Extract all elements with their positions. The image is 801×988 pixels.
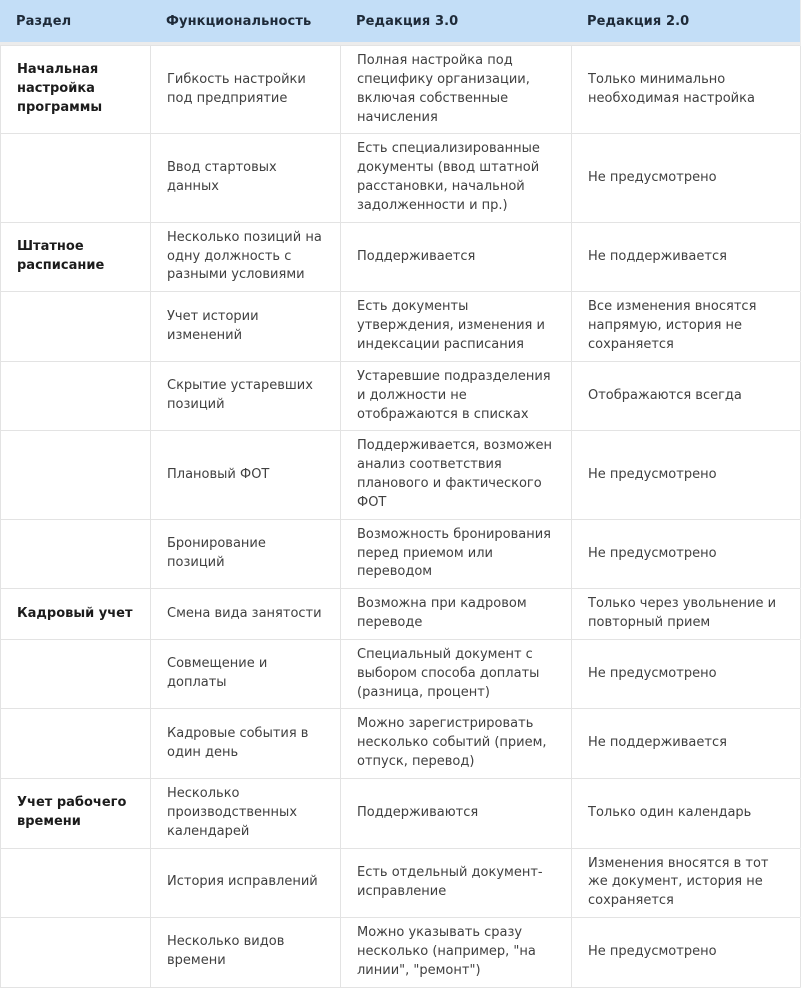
feature-cell: Смена вида занятости xyxy=(151,589,341,639)
edition3-cell: Специальный документ с выбором способа доплаты (разница, процент) xyxy=(341,640,572,709)
edition3-cell: Есть отдельный документ-исправление xyxy=(341,849,572,918)
section-cell xyxy=(1,134,151,221)
feature-cell: Несколько производственных календарей xyxy=(151,779,341,848)
edition3-cell: Поддерживается xyxy=(341,223,572,292)
edition2-cell: Не поддерживается xyxy=(572,223,801,292)
edition2-cell: Только минимально необходимая настройка xyxy=(572,46,801,133)
table-row xyxy=(1,849,800,919)
table-row xyxy=(1,709,800,779)
edition2-cell: Не предусмотрено xyxy=(572,918,801,987)
edition3-cell: Есть специализированные документы (ввод штатной расстановки, начальной задолженности и пр.) xyxy=(341,134,572,221)
column-header-edition3: Редакция 3.0 xyxy=(356,13,459,29)
column-header-functionality: Функциональность xyxy=(166,13,312,29)
feature-cell: Плановый ФОТ xyxy=(151,431,341,518)
feature-cell: Несколько видов времени xyxy=(151,918,341,987)
feature-cell: Кадровые события в один день xyxy=(151,709,341,778)
table-row xyxy=(1,362,800,432)
table-row xyxy=(1,134,800,222)
edition3-cell: Есть документы утверждения, изменения и индексации расписания xyxy=(341,292,572,361)
table-row xyxy=(1,589,800,640)
edition2-cell: Не предусмотрено xyxy=(572,640,801,709)
table-header-row xyxy=(0,0,800,42)
feature-cell: Бронирование позиций xyxy=(151,520,341,589)
edition3-cell: Можно зарегистрировать несколько событий (прием, отпуск, перевод) xyxy=(341,709,572,778)
table-body xyxy=(0,45,800,988)
table-row xyxy=(1,520,800,590)
table-row xyxy=(1,292,800,362)
edition3-cell: Поддерживаются xyxy=(341,779,572,848)
section-cell xyxy=(1,918,151,987)
section-cell: Учет рабочего времени xyxy=(1,779,151,848)
edition2-cell: Изменения вносятся в тот же документ, история не сохраняется xyxy=(572,849,801,918)
table-row xyxy=(1,431,800,519)
edition2-cell: Не предусмотрено xyxy=(572,431,801,518)
edition2-cell: Не поддерживается xyxy=(572,709,801,778)
table-row xyxy=(1,640,800,710)
section-cell xyxy=(1,709,151,778)
feature-cell: Гибкость настройки под предприятие xyxy=(151,46,341,133)
edition2-cell: Не предусмотрено xyxy=(572,134,801,221)
edition2-cell: Только через увольнение и повторный прием xyxy=(572,589,801,639)
edition2-cell: Только один календарь xyxy=(572,779,801,848)
section-cell: Штатное расписание xyxy=(1,223,151,292)
section-cell: Начальная настройка программы xyxy=(1,46,151,133)
section-cell xyxy=(1,520,151,589)
edition3-cell: Возможна при кадровом переводе xyxy=(341,589,572,639)
edition2-cell: Все изменения вносятся напрямую, история не сохраняется xyxy=(572,292,801,361)
edition2-cell: Не предусмотрено xyxy=(572,520,801,589)
section-cell xyxy=(1,362,151,431)
table-row xyxy=(1,779,800,849)
section-cell: Кадровый учет xyxy=(1,589,151,639)
edition3-cell: Полная настройка под специфику организации, включая собственные начисления xyxy=(341,46,572,133)
column-header-edition2: Редакция 2.0 xyxy=(587,13,690,29)
table-row xyxy=(1,918,800,988)
edition3-cell: Поддерживается, возможен анализ соответствия планового и фактического ФОТ xyxy=(341,431,572,518)
feature-cell: Ввод стартовых данных xyxy=(151,134,341,221)
feature-cell: Совмещение и доплаты xyxy=(151,640,341,709)
table-row xyxy=(1,223,800,293)
feature-cell: Скрытие устаревших позиций xyxy=(151,362,341,431)
edition3-cell: Устаревшие подразделения и должности не отображаются в списках xyxy=(341,362,572,431)
feature-cell: История исправлений xyxy=(151,849,341,918)
section-cell xyxy=(1,640,151,709)
feature-cell: Несколько позиций на одну должность с разными условиями xyxy=(151,223,341,292)
edition2-cell: Отображаются всегда xyxy=(572,362,801,431)
feature-cell: Учет истории изменений xyxy=(151,292,341,361)
section-cell xyxy=(1,431,151,518)
section-cell xyxy=(1,849,151,918)
edition3-cell: Можно указывать сразу несколько (например, "на линии", "ремонт") xyxy=(341,918,572,987)
column-header-section: Раздел xyxy=(16,13,72,29)
table-row xyxy=(1,46,800,134)
section-cell xyxy=(1,292,151,361)
edition3-cell: Возможность бронирования перед приемом или переводом xyxy=(341,520,572,589)
